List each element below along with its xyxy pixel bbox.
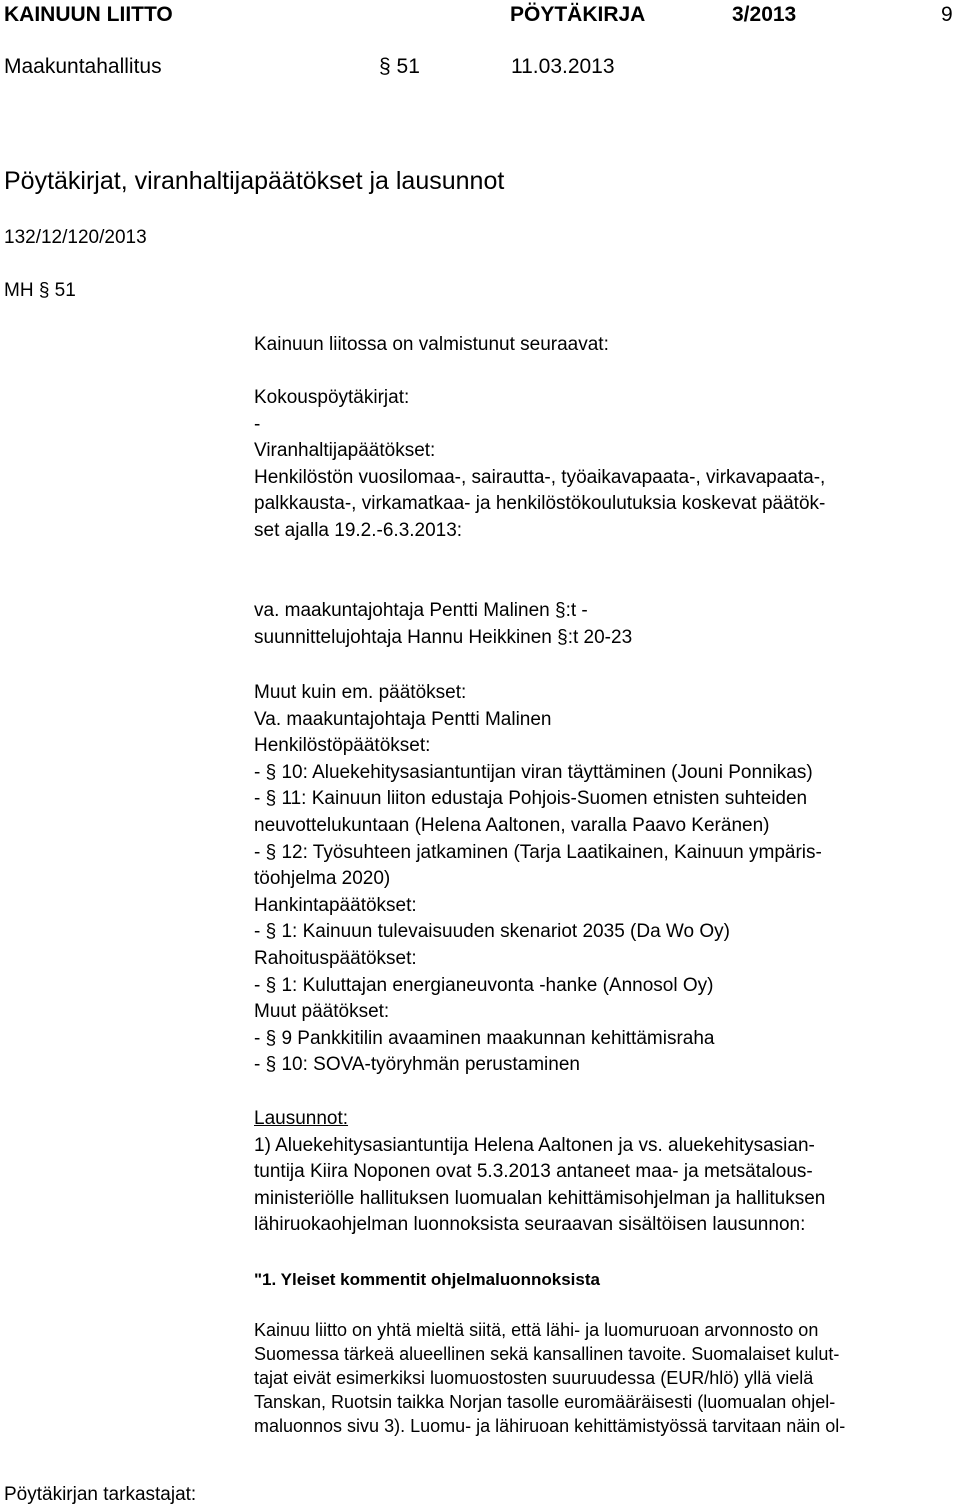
- doc-number: 3/2013: [732, 3, 797, 26]
- officer-text-line: set ajalla 19.2.-6.3.2013:: [254, 519, 463, 541]
- statements-line: tuntija Kiira Noponen ovat 5.3.2013 antaneet maa- ja metsätalous-: [254, 1161, 813, 1183]
- quote-line: Tanskan, Ruotsin taikka Norjan tasolle euromääräisesti (luomualan ohjel-: [254, 1392, 836, 1412]
- misc-heading: Muut päätökset:: [254, 1001, 390, 1023]
- page-number: 9: [941, 3, 953, 26]
- funding-heading: Rahoituspäätökset:: [254, 947, 417, 969]
- reviewers-label: Pöytäkirjan tarkastajat:: [4, 1484, 197, 1505]
- reference-code: 132/12/120/2013: [4, 227, 147, 248]
- other-by: Va. maakuntajohtaja Pentti Malinen: [254, 708, 552, 730]
- quote-section: [254, 1318, 845, 1438]
- quote-line: Suomessa tärkeä alueellinen sekä kansallinen tavoite. Suomalaiset kulut-: [254, 1344, 840, 1364]
- officer-by-section: [254, 598, 632, 651]
- personnel-item: - § 12: Työsuhteen jatkaminen (Tarja Laatikainen, Kainuun ympäris-: [254, 841, 822, 863]
- procurement-heading: Hankintapäätökset:: [254, 894, 417, 916]
- org-name: KAINUUN LIITTO: [4, 3, 173, 26]
- quote-heading: "1. Yleiset kommentit ohjelmaluonnoksista: [254, 1270, 600, 1289]
- misc-item: - § 10: SOVA-työryhmän perustaminen: [254, 1054, 580, 1076]
- statements-line: ministeriölle hallituksen luomualan kehittämisohjelman ja hallituksen: [254, 1187, 826, 1209]
- statements-heading: Lausunnot:: [254, 1108, 349, 1129]
- minutes-heading: Kokouspöytäkirjat:: [254, 387, 410, 408]
- statements-section: [254, 1106, 825, 1239]
- personnel-item: - § 10: Aluekehitysasiantuntijan viran täyttäminen (Jouni Ponnikas): [254, 761, 813, 783]
- personnel-heading: Henkilöstöpäätökset:: [254, 735, 431, 757]
- quote-line: Kainuu liitto on yhtä mieltä siitä, että lähi- ja luomuruoan arvonnosto on: [254, 1320, 819, 1340]
- other-heading: Muut kuin em. päätökset:: [254, 682, 467, 703]
- procurement-item: - § 1: Kainuun tulevaisuuden skenariot 2035 (Da Wo Oy): [254, 921, 730, 943]
- page-title: Pöytäkirjat, viranhaltijapäätökset ja lausunnot: [4, 167, 505, 195]
- officer-text-line: Henkilöstön vuosilomaa-, sairautta-, työaikavapaata-, virkavapaata-,: [254, 466, 826, 488]
- section-number: § 51: [379, 55, 420, 78]
- doc-type: PÖYTÄKIRJA: [510, 3, 646, 26]
- misc-item: - § 9 Pankkitilin avaaminen maakunnan kehittämisraha: [254, 1027, 715, 1049]
- personnel-item: töohjelma 2020): [254, 868, 391, 890]
- quote-line: maluonnos sivu 3). Luomu- ja lähiruoan kehittämistyössä tarvitaan näin ol-: [254, 1416, 846, 1436]
- mh-reference: MH § 51: [4, 280, 76, 301]
- other-decisions-section: [254, 680, 822, 1079]
- body-name: Maakuntahallitus: [4, 55, 162, 78]
- officer-text-line: palkkausta-, virkamatkaa- ja henkilöstökoulutuksia koskevat päätök-: [254, 493, 826, 515]
- quote-line: tajat eivät esimerkiksi luomuostosten suuruudessa (EUR/hlö) yllä vielä: [254, 1368, 814, 1388]
- minutes-section: [254, 385, 825, 545]
- funding-item: - § 1: Kuluttajan energianeuvonta -hanke (Annosol Oy): [254, 974, 714, 996]
- meeting-date: 11.03.2013: [511, 55, 615, 78]
- officer-by-line: va. maakuntajohtaja Pentti Malinen §:t -: [254, 600, 588, 621]
- personnel-item: neuvottelukuntaan (Helena Aaltonen, varalla Paavo Keränen): [254, 814, 770, 836]
- officer-by-line: suunnittelujohtaja Hannu Heikkinen §:t 20-23: [254, 626, 633, 648]
- statements-line: lähiruokaohjelman luonnoksista seuraavan sisältöisen lausunnon:: [254, 1214, 806, 1236]
- minutes-value: -: [254, 413, 261, 435]
- statements-line: 1) Aluekehitysasiantuntija Helena Aaltonen ja vs. aluekehitysasian-: [254, 1134, 815, 1156]
- officer-heading: Viranhaltijapäätökset:: [254, 440, 436, 462]
- personnel-item: - § 11: Kainuun liiton edustaja Pohjois-Suomen etnisten suhteiden: [254, 788, 808, 810]
- body-intro: Kainuun liitossa on valmistunut seuraavat:: [254, 334, 609, 355]
